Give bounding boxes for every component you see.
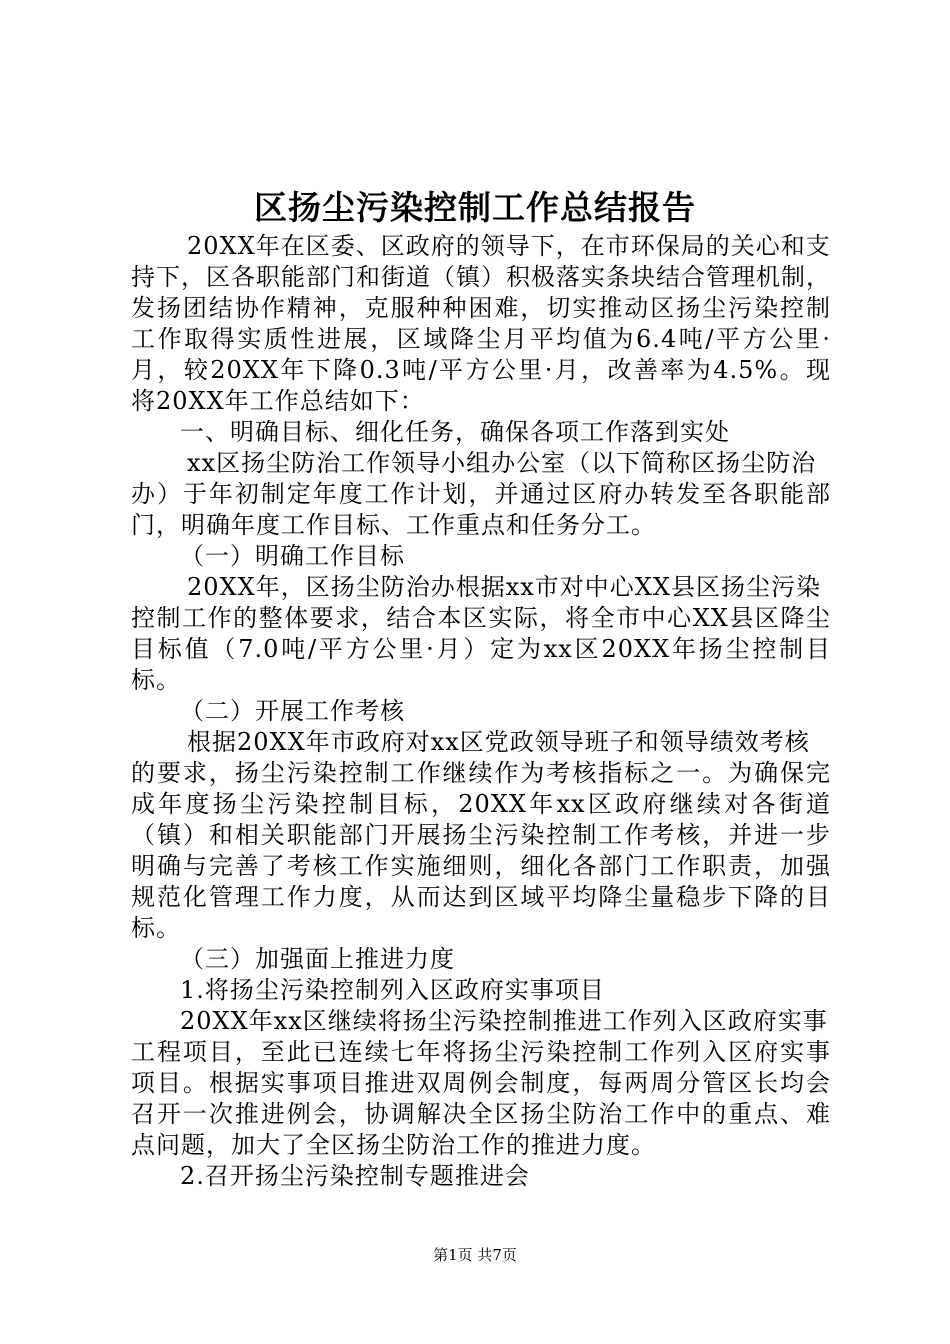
paragraph-line: 点问题，加大了全区扬尘防治工作的推进力度。 <box>131 1131 656 1159</box>
paragraph-line: 办）于年初制定年度工作计划，并通过区府办转发至各职能部 <box>131 480 831 508</box>
section-heading: 一、明确目标、细化任务，确保各项工作落到实处 <box>180 418 730 446</box>
subsection-heading: （三）加强面上推进力度 <box>180 945 455 973</box>
paragraph-line: 20XX年xx区继续将扬尘污染控制推进工作列入区政府实事 <box>180 1007 828 1035</box>
paragraph-line: 工作取得实质性进展，区域降尘月平均值为6.4吨/平方公里· <box>131 325 831 353</box>
paragraph-line: xx区扬尘防治工作领导小组办公室（以下简称区扬尘防治 <box>187 449 817 477</box>
paragraph-line: 工程项目，至此已连续七年将扬尘污染控制工作列入区府实事 <box>131 1038 831 1066</box>
paragraph-line: 门，明确年度工作目标、工作重点和任务分工。 <box>131 511 656 539</box>
paragraph-line: 明确与完善了考核工作实施细则，细化各部门工作职责，加强 <box>131 852 831 880</box>
paragraph-line: 召开一次推进例会，协调解决全区扬尘防治工作中的重点、难 <box>131 1100 831 1128</box>
paragraph-line: 根据20XX年市政府对xx区党政领导班子和领导绩效考核 <box>187 728 810 756</box>
paragraph-line: 控制工作的整体要求，结合本区实际，将全市中心XX县区降尘 <box>131 604 831 632</box>
paragraph-line: 目标值（7.0吨/平方公里·月）定为xx区20XX年扬尘控制目 <box>131 635 831 663</box>
item-heading: 1.将扬尘污染控制列入区政府实事项目 <box>180 976 605 1004</box>
paragraph-line: 成年度扬尘污染控制目标，20XX年xx区政府继续对各街道 <box>131 790 831 818</box>
document-title: 区扬尘污染控制工作总结报告 <box>254 188 696 227</box>
document-body <box>131 231 831 1192</box>
paragraph-line: 项目。根据实事项目推进双周例会制度，每两周分管区长均会 <box>131 1069 831 1097</box>
paragraph-line: 月，较20XX年下降0.3吨/平方公里·月，改善率为4.5%。现 <box>131 356 831 384</box>
item-heading: 2.召开扬尘污染控制专题推进会 <box>180 1162 530 1190</box>
paragraph-line: 发扬团结协作精神，克服种种困难，切实推动区扬尘污染控制 <box>131 294 831 322</box>
page-footer: 第1页 共7页 <box>433 1246 517 1264</box>
paragraph-line: 将20XX年工作总结如下： <box>131 387 425 415</box>
paragraph-line: 20XX年在区委、区政府的领导下，在市环保局的关心和支 <box>187 232 831 260</box>
subsection-heading: （二）开展工作考核 <box>180 697 405 725</box>
paragraph-line: 标。 <box>131 914 181 942</box>
paragraph-line: 持下，区各职能部门和街道（镇）积极落实条块结合管理机制， <box>131 263 831 291</box>
paragraph-line: （镇）和相关职能部门开展扬尘污染控制工作考核，并进一步 <box>131 821 831 849</box>
paragraph-line: 规范化管理工作力度，从而达到区域平均降尘量稳步下降的目 <box>131 883 831 911</box>
paragraph-line: 的要求，扬尘污染控制工作继续作为考核指标之一。为确保完 <box>131 759 831 787</box>
paragraph-line: 20XX年，区扬尘防治办根据xx市对中心XX县区扬尘污染 <box>187 573 821 601</box>
subsection-heading: （一）明确工作目标 <box>180 542 405 570</box>
paragraph-line: 标。 <box>131 666 181 694</box>
